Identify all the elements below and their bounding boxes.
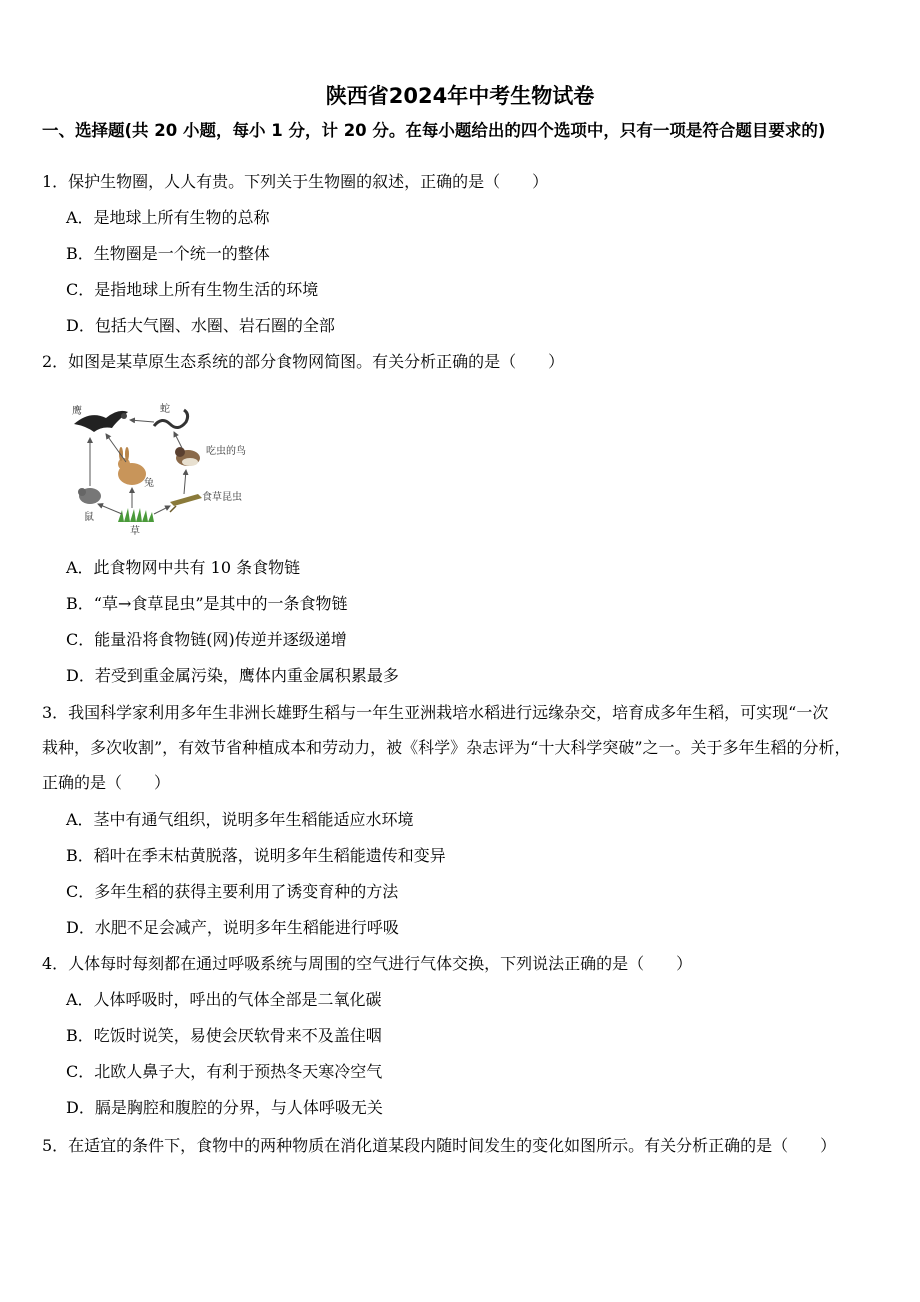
question-2-option-c[interactable]: C．能量沿将食物链(网)传逆并逐级递增: [66, 630, 347, 649]
question-3-stem-line-1: 3．我国科学家利用多年生非洲长雄野生稻与一年生亚洲栽培水稻进行远缘杂交，培育成多年生稻，可实现“一次: [42, 703, 829, 722]
food-web-figure: [66, 396, 246, 538]
rabbit-icon: [118, 447, 146, 485]
question-3-option-b[interactable]: B．稻叶在季末枯黄脱落，说明多年生稻能遗传和变异: [66, 846, 446, 865]
question-4-option-d[interactable]: D．膈是胸腔和腹腔的分界，与人体呼吸无关: [66, 1098, 383, 1117]
mouse-icon: [78, 488, 101, 504]
label-insect: [202, 490, 242, 503]
label-bird: [206, 444, 246, 457]
label-snake: 蛇: [160, 404, 170, 415]
grass-icon: [118, 508, 154, 522]
label-grass: 草: [130, 526, 140, 537]
question-4-option-c[interactable]: C．北欧人鼻子大，有利于预热冬天寒冷空气: [66, 1062, 383, 1081]
question-4-stem: 4．人体每时每刻都在通过呼吸系统与周围的空气进行气体交换，下列说法正确的是（ ）: [42, 954, 693, 973]
question-3-option-d[interactable]: D．水肥不足会减产，说明多年生稻能进行呼吸: [66, 918, 399, 937]
question-4-option-a[interactable]: A．人体呼吸时，呼出的气体全部是二氧化碳: [66, 990, 382, 1009]
label-rabbit: 兔: [144, 478, 154, 489]
question-2-option-b[interactable]: B．“草→食草昆虫”是其中的一条食物链: [66, 594, 348, 613]
label-bird-text: 吃虫的鸟: [206, 446, 246, 457]
question-1-option-a[interactable]: A．是地球上所有生物的总称: [66, 208, 270, 227]
label-hawk: 鹰: [72, 406, 82, 417]
question-1-option-c[interactable]: C．是指地球上所有生物生活的环境: [66, 280, 319, 299]
question-2-option-d[interactable]: D．若受到重金属污染，鹰体内重金属积累最多: [66, 666, 399, 685]
hawk-icon: [74, 411, 128, 432]
question-1-option-d[interactable]: D．包括大气圈、水圈、岩石圈的全部: [66, 316, 335, 335]
bird-icon: [175, 447, 200, 466]
exam-title: 陕西省2024年中考生物试卷: [325, 84, 595, 108]
question-4-option-b[interactable]: B．吃饭时说笑，易使会厌软骨来不及盖住咽: [66, 1026, 382, 1045]
section-heading: 一、选择题(共 20 小题，每小 1 分，计 20 分。在每小题给出的四个选项中，只有一项是符合题目要求的): [42, 121, 826, 140]
question-3-stem-line-3: 正确的是（ ）: [42, 773, 171, 792]
insect-icon: [170, 494, 202, 512]
label-mouse: 鼠: [84, 512, 94, 523]
question-2-stem: 2．如图是某草原生态系统的部分食物网简图。有关分析正确的是（ ）: [42, 352, 565, 371]
question-2-option-a[interactable]: A．此食物网中共有 10 条食物链: [66, 558, 301, 577]
question-5-stem: 5．在适宜的条件下，食物中的两种物质在消化道某段内随时间发生的变化如图所示。有关分析正确的是（ ）: [42, 1136, 837, 1155]
question-1-stem: 1．保护生物圈，人人有贵。下列关于生物圈的叙述，正确的是（ ）: [42, 172, 549, 191]
label-insect-text: 食草昆虫: [202, 492, 242, 503]
question-3-option-a[interactable]: A．茎中有通气组织，说明多年生稻能适应水环境: [66, 810, 414, 829]
question-3-option-c[interactable]: C．多年生稻的获得主要利用了诱变育种的方法: [66, 882, 399, 901]
question-1-option-b[interactable]: B．生物圈是一个统一的整体: [66, 244, 270, 263]
question-3-stem-line-2: 栽种，多次收割”，有效节省种植成本和劳动力，被《科学》杂志评为“十大科学突破”之一。关于多年生稻的分析，: [42, 738, 851, 757]
